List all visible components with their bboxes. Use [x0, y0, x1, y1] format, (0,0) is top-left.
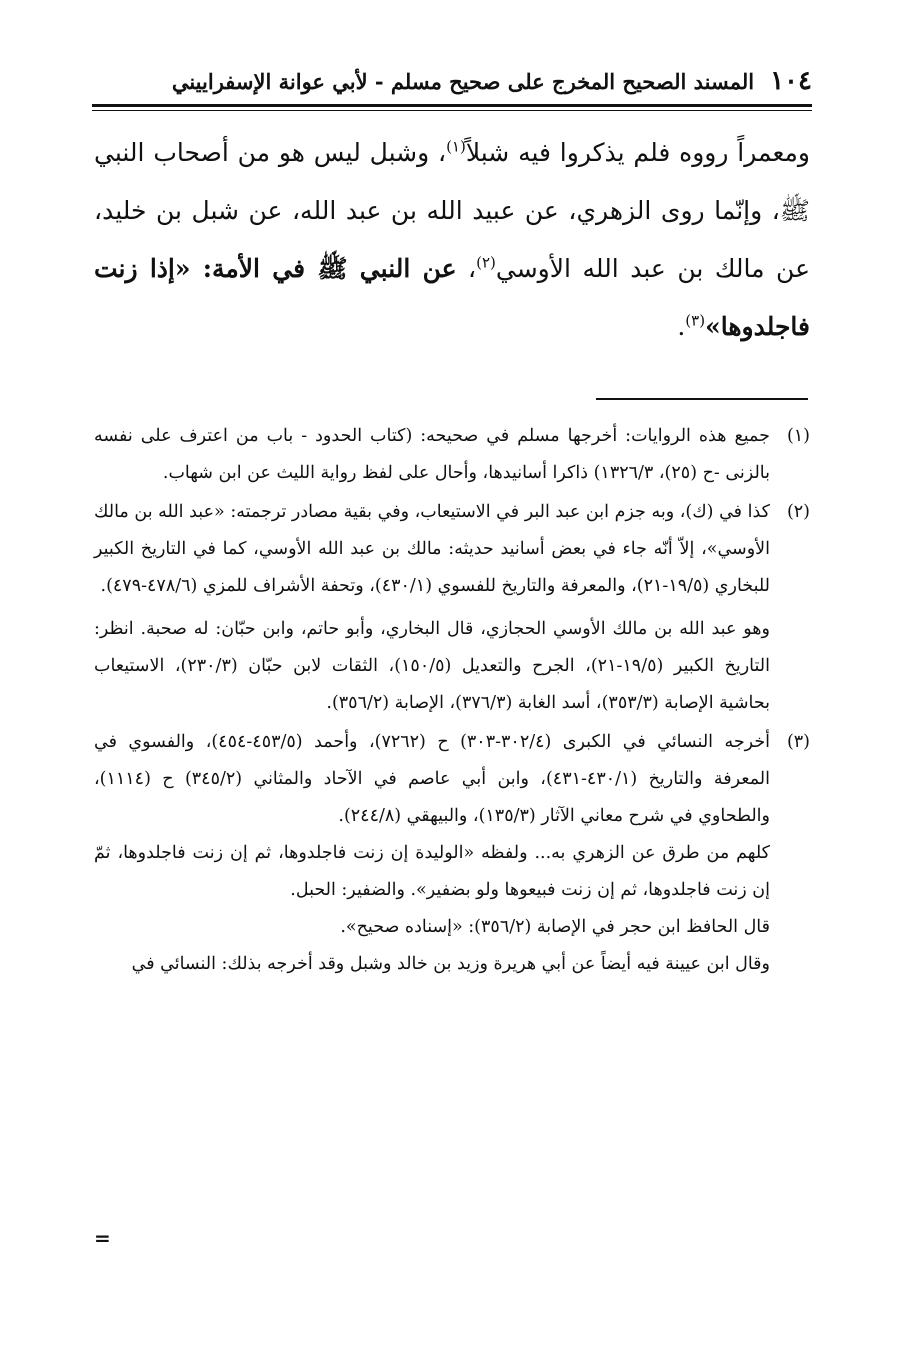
main-text-segment: . — [677, 312, 686, 341]
main-text-segment: ، وشبل ليس هو من أصحاب النبي ﷺ، وإنّما روى الزهري، عن عبيد الله بن عبد الله، عن شبل بن خليد، عن مالك بن عبد الله الأوسي — [94, 138, 810, 283]
footnote-text: جميع هذه الروايات: أخرجها مسلم في صحيحه: (كتاب الحدود - باب من اعترف على نفسه بالزنى -ح (٢٥)، ١٣٢٦/٣) ذاكرا أسانيدها، وأحال على لفظ رواية الليث عن ابن شهاب. — [94, 426, 770, 483]
main-paragraph — [94, 124, 810, 356]
footnotes — [94, 418, 810, 985]
book-title: المسند الصحيح المخرج على صحيح مسلم - لأبي عوانة الإسفراييني — [171, 68, 755, 94]
main-text-segment: ، — [456, 254, 477, 283]
footnote-number: (٣) — [786, 732, 810, 752]
continuation-mark: = — [94, 1226, 111, 1250]
footnote-text: أخرجه النسائي في الكبرى (٣٠٢/٤-٣٠٣) ح (٧٢٦٢)، وأحمد (٤٥٣/٥-٤٥٤)، والفسوي في المعرفة والتاريخ (٤٣٠/١-٤٣١)، وابن أبي عاصم في الآحاد والمثاني (٣٤٥/٢) ح (١١١٤)، والطحاوي في شرح معاني الآثار (١٣٥/٣)، والبيهقي (٢٤٤/٨). — [94, 732, 771, 826]
footnote-text: وقال ابن عيينة فيه أيضاً عن أبي هريرة وزيد بن خالد وشبل وقد أخرجه بذلك: النسائي في — [131, 954, 770, 974]
main-text — [94, 124, 810, 356]
footnote-number: (٢) — [786, 502, 810, 522]
footnote-text: كذا في (ك)، وبه جزم ابن عبد البر في الاستيعاب، وفي بقية مصادر ترجمته: «عبد الله بن مالك الأوسي»، إلاّ أنّه جاء في بعض أسانيد حديثه: مالك بن عبد الله الأوسي، كما في التاريخ الكبير للبخاري (١٩/٥-٢١)، والمعرفة والتاريخ للفسوي (٤٣٠/١)، وتحفة الأشراف للمزي (٤٧٨/٦-٤٧٩). — [94, 502, 770, 596]
running-header — [92, 60, 812, 102]
header-rule-thick — [92, 104, 812, 107]
bold-hadith-text: عن النبي ﷺ في الأمة: «إذا زنت فاجلدوها» — [94, 254, 810, 341]
footnote-ref-2: (٢) — [476, 253, 496, 272]
footnote-text: كلهم من طرق عن الزهري به... ولفظه «الوليدة إن زنت فاجلدوها، ثم إن زنت فاجلدوها، ثمّ إن زنت فاجلدوها، ثم إن زنت فبيعوها ولو بضفير». والضفير: الحبل. — [94, 843, 770, 900]
footnote-separator — [596, 398, 808, 400]
header-rule-thin — [92, 110, 812, 111]
main-text-segment: ومعمراً رووه فلم يذكروا فيه شبلاً — [465, 138, 810, 167]
footnote-3 — [94, 724, 810, 983]
footnote-text: وهو عبد الله بن مالك الأوسي الحجازي، قال البخاري، وأبو حاتم، وابن حبّان: له صحبة. انظر: التاريخ الكبير (١٩/٥-٢١)، الجرح والتعديل (١٥٠/٥)، الثقات لابن حبّان (٢٣٠/٣)، الاستيعاب بحاشية الإصابة (٣٥٣/٣)، أسد الغابة (٣٧٦/٣)، الإصابة (٣٥٦/٢). — [94, 619, 770, 713]
footnote-1 — [94, 418, 810, 492]
footnote-text: قال الحافظ ابن حجر في الإصابة (٣٥٦/٢): «إسناده صحيح». — [340, 917, 770, 937]
footnote-number: (١) — [786, 426, 810, 446]
footnote-ref-1: (١) — [446, 137, 466, 156]
footnote-2 — [94, 494, 810, 722]
page-number: ١٠٤ — [770, 66, 812, 96]
footnote-ref-3: (٣) — [685, 311, 706, 330]
